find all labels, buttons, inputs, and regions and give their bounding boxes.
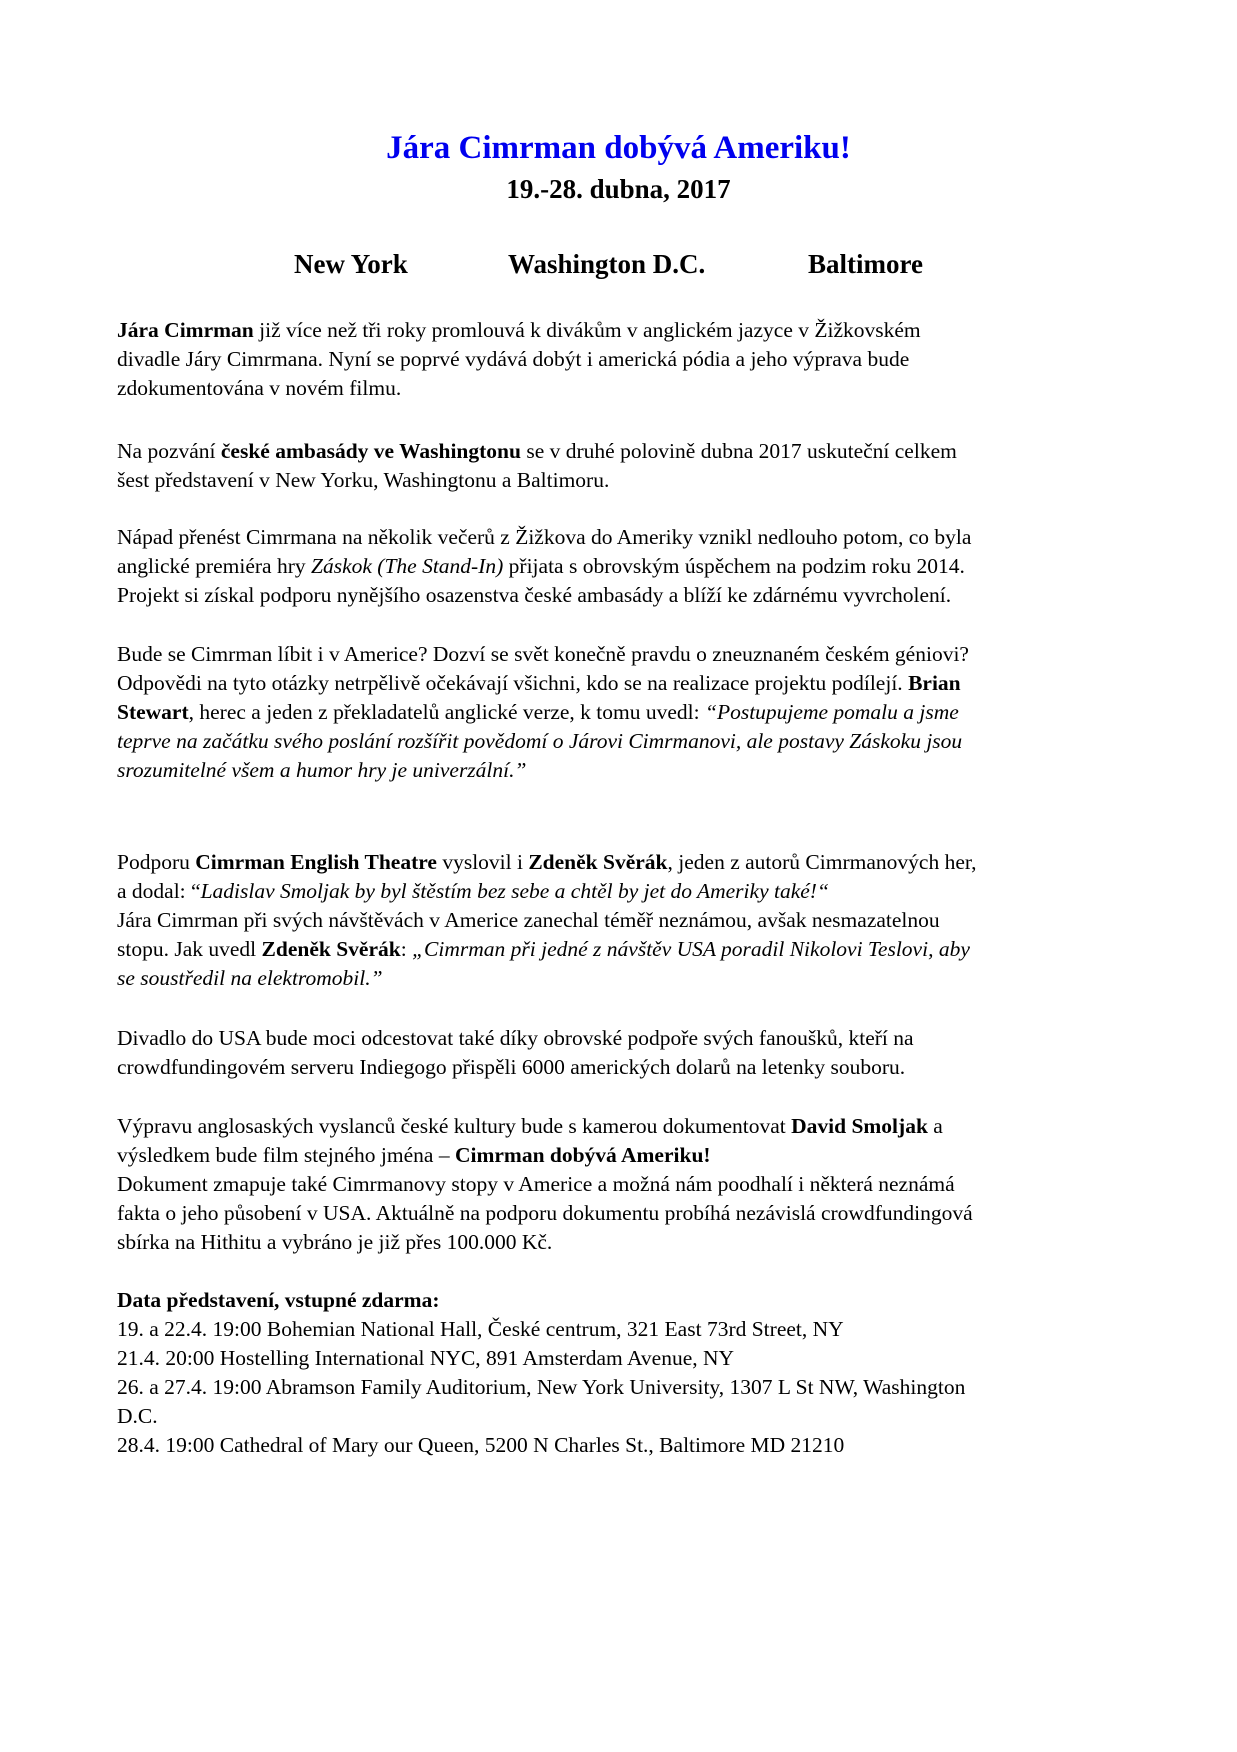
paragraph-line: zdokumentována v novém filmu. bbox=[117, 376, 402, 400]
event-dates: 19.-28. dubna, 2017 bbox=[506, 174, 731, 204]
text-span: vyslovil i bbox=[436, 850, 529, 874]
paragraph-line: crowdfundingovém serveru Indiegogo přispěli 6000 amerických dolarů na letenky souboru. bbox=[117, 1055, 906, 1079]
bold-embassy: české ambasády ve Washingtonu bbox=[220, 439, 521, 463]
paragraph-idea bbox=[117, 523, 1127, 610]
paragraph-crowdfunding bbox=[117, 1024, 1127, 1082]
paragraph-line bbox=[117, 935, 1127, 964]
text-span: přijata s obrovským úspěchem na podzim roku 2014. bbox=[503, 554, 965, 578]
schedule-heading bbox=[117, 1286, 1127, 1315]
city-new-york: New York bbox=[294, 249, 408, 279]
italic-play-title: Záskok (The Stand-In) bbox=[311, 554, 504, 578]
paragraph-invitation bbox=[117, 437, 1127, 495]
paragraph-line: Divadlo do USA bude moci odcestovat také díky obrovské podpoře svých fanoušků, kteří na bbox=[117, 1026, 914, 1050]
paragraph-line: Jára Cimrman při svých návštěvách v Americe zanechal téměř neznámou, avšak nesmazatelnou bbox=[117, 908, 940, 932]
paragraph-line bbox=[117, 877, 1127, 906]
paragraph-line: fakta o jeho působení v USA. Aktuálně na podporu dokumentu probíhá nezávislá crowdfundingová bbox=[117, 1201, 973, 1225]
paragraph-line: šest představení v New Yorku, Washingtonu a Baltimoru. bbox=[117, 468, 610, 492]
bold-name: Jára Cimrman bbox=[117, 318, 254, 342]
city-list bbox=[0, 247, 1237, 283]
text-span: Odpovědi na tyto otázky netrpělivě očekávají všichni, kdo se na realizace projektu podílejí. bbox=[117, 671, 909, 695]
text-span: a bbox=[927, 1114, 943, 1138]
schedule-item: 21.4. 20:00 Hostelling International NYC, 891 Amsterdam Avenue, NY bbox=[117, 1346, 735, 1370]
paragraph-line bbox=[117, 1112, 1127, 1141]
paragraph-line bbox=[117, 756, 1127, 785]
text-span: a dodal: “ bbox=[117, 879, 201, 903]
paragraph-line: Nápad přenést Cimrmana na několik večerů z Žižkova do Ameriky vznikl nedlouho potom, co byla bbox=[117, 525, 972, 549]
paragraph-line: Dokument zmapuje také Cimrmanovy stopy v Americe a možná nám poodhalí i některá neznámá bbox=[117, 1172, 955, 1196]
paragraph-line bbox=[117, 316, 1127, 345]
text-span: anglické premiéra hry bbox=[117, 554, 312, 578]
bold-name: David Smoljak bbox=[791, 1114, 928, 1138]
italic-quote: “Postupujeme pomalu a jsme bbox=[705, 700, 959, 724]
paragraph-line: Bude se Cimrman líbit i v Americe? Dozví se svět konečně pravdu o zneuznaném českém géniovi? bbox=[117, 642, 969, 666]
paragraph-documentary bbox=[117, 1112, 1127, 1257]
schedule-item-continuation: D.C. bbox=[117, 1404, 158, 1428]
italic-quote: srozumitelné všem a humor hry je univerzální.” bbox=[117, 758, 527, 782]
italic-quote: se soustředil na elektromobil.” bbox=[117, 966, 383, 990]
text-span: Na pozvání bbox=[117, 439, 221, 463]
text-span: výsledkem bude film stejného jména – bbox=[117, 1143, 455, 1167]
italic-quote: teprve na začátku svého poslání rozšířit povědomí o Járovi Cimrmanovi, ale postavy Záskoku jsou bbox=[117, 729, 963, 753]
text-span: Výpravu anglosaských vyslanců české kultury bude s kamerou dokumentovat bbox=[117, 1114, 792, 1138]
city-baltimore: Baltimore bbox=[808, 249, 923, 279]
paragraph-line bbox=[117, 1141, 1127, 1170]
schedule-heading-text: Data představení, vstupné zdarma: bbox=[117, 1288, 440, 1312]
schedule-item: 28.4. 19:00 Cathedral of Mary our Queen, 5200 N Charles St., Baltimore MD 21210 bbox=[117, 1433, 845, 1457]
city-washington: Washington D.C. bbox=[508, 249, 706, 279]
bold-name: Zdeněk Svěrák bbox=[261, 937, 401, 961]
text-span: , jeden z autorů Cimrmanových her, bbox=[667, 850, 977, 874]
schedule-item: 26. a 27.4. 19:00 Abramson Family Auditorium, New York University, 1307 L St NW, Washington bbox=[117, 1375, 966, 1399]
paragraph-intro bbox=[117, 316, 1127, 403]
text-span: již více než tři roky promlouvá k divákům v anglickém jazyce v Žižkovském bbox=[253, 318, 921, 342]
text-span: stopu. Jak uvedl bbox=[117, 937, 262, 961]
bold-name: Brian bbox=[908, 671, 961, 695]
paragraph-line bbox=[117, 964, 1127, 993]
paragraph-line bbox=[117, 727, 1127, 756]
schedule-item: 19. a 22.4. 19:00 Bohemian National Hall, České centrum, 321 East 73rd Street, NY bbox=[117, 1317, 844, 1341]
italic-quote: „Cimrman při jedné z návštěv USA poradil Nikolovi Teslovi, aby bbox=[412, 937, 970, 961]
bold-name: Zdeněk Svěrák bbox=[528, 850, 668, 874]
paragraph-line bbox=[117, 552, 1127, 581]
paragraph-line bbox=[117, 848, 1127, 877]
paragraph-support bbox=[117, 848, 1127, 993]
paragraph-line bbox=[117, 698, 1127, 727]
bold-theatre: Cimrman English Theatre bbox=[195, 850, 437, 874]
paragraph-line bbox=[117, 669, 1127, 698]
text-span: , herec a jeden z překladatelů anglické verze, k tomu uvedl: bbox=[188, 700, 705, 724]
bold-name: Stewart bbox=[117, 700, 189, 724]
document-title: Jára Cimrman dobývá Ameriku! bbox=[386, 130, 851, 166]
text-span: : bbox=[400, 937, 413, 961]
performance-schedule bbox=[117, 1286, 1127, 1460]
text-span: Podporu bbox=[117, 850, 196, 874]
bold-film-title: Cimrman dobývá Ameriku! bbox=[454, 1143, 711, 1167]
text-span: se v druhé polovině dubna 2017 uskuteční celkem bbox=[520, 439, 957, 463]
paragraph-line bbox=[117, 437, 1127, 466]
italic-quote: Ladislav Smoljak by byl štěstím bez sebe a chtěl by jet do Ameriky také!“ bbox=[200, 879, 829, 903]
paragraph-line: divadle Járy Cimrmana. Nyní se poprvé vydává dobýt i americká pódia a jeho výprava bude bbox=[117, 347, 910, 371]
paragraph-line: Projekt si získal podporu nynějšího osazenstva české ambasády a blíží ke zdárnému vyvrcholení. bbox=[117, 583, 952, 607]
paragraph-line: sbírka na Hithitu a vybráno je již přes 100.000 Kč. bbox=[117, 1230, 553, 1254]
paragraph-questions bbox=[117, 640, 1127, 785]
